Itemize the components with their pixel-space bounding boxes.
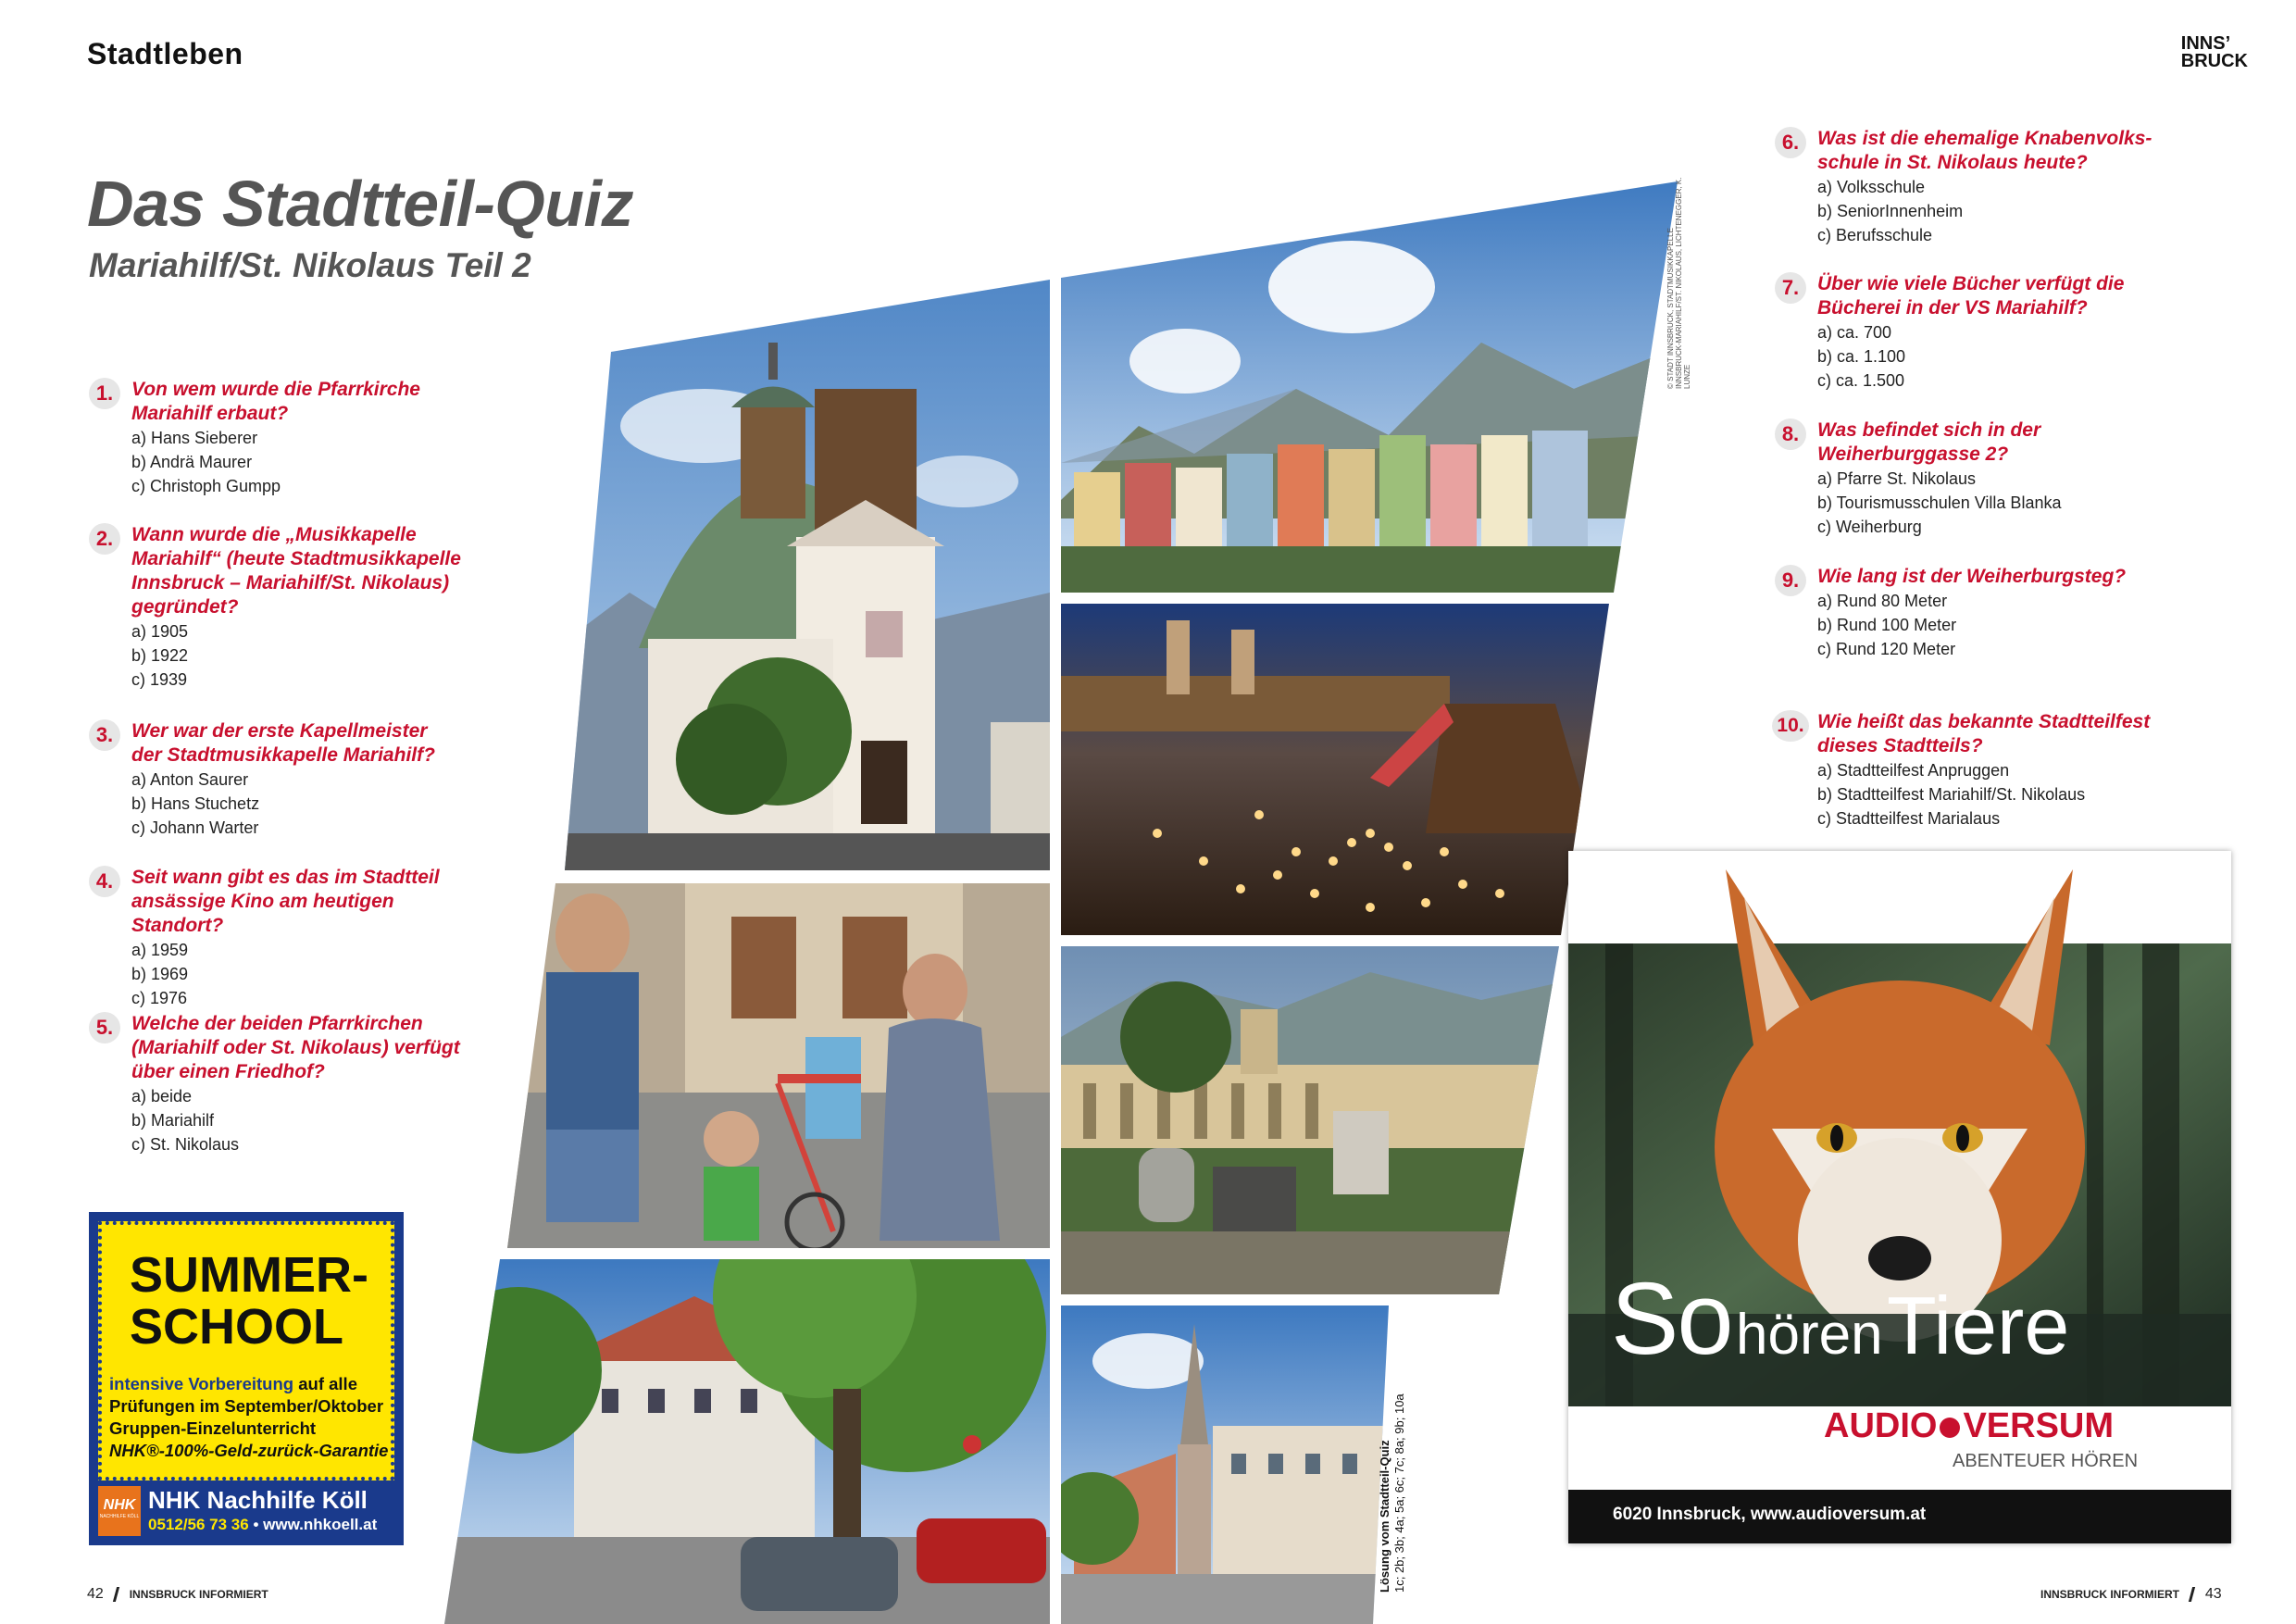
question-text-line: Über wie viele Bücher verfügt die	[1817, 273, 2125, 294]
answer-option: c) ca. 1.500	[1817, 371, 1905, 390]
quiz-solution	[1378, 1333, 1407, 1593]
publication-name-left: INNSBRUCK INFORMIERT	[129, 1588, 268, 1601]
question-number-badge: 4.	[89, 866, 120, 897]
audioversum-slogan	[1611, 1260, 2069, 1378]
question-text-line: Bücherei in der VS Mariahilf?	[1817, 297, 2088, 319]
answer-option: a) Anton Saurer	[131, 770, 249, 789]
nhk-line-1-rest: auf alle	[293, 1374, 357, 1393]
answer-option: c) 1939	[131, 670, 188, 689]
question-text-line: Wann wurde die „Musikkapelle	[131, 524, 417, 545]
photo-church-mariahilf	[555, 269, 1055, 880]
question-text-line: Mariahilf“ (heute Stadtmusikkapelle	[131, 548, 461, 569]
audioversum-footer-bar	[1568, 1490, 2231, 1543]
question-text-line: über einen Friedhof?	[131, 1061, 325, 1082]
page-number-right: 43	[2204, 1586, 2222, 1602]
question-text-line: gegründet?	[131, 596, 239, 618]
answer-option: c) St. Nikolaus	[131, 1135, 240, 1154]
quiz-question	[89, 719, 487, 840]
slogan-hoeren: hören	[1736, 1303, 1883, 1367]
photo-cemetery	[1055, 946, 1574, 1298]
nhk-logo-subtext: NACHHILFE KÖLL	[99, 1514, 140, 1519]
question-text-line: Von wem wurde die Pfarrkirche	[131, 379, 420, 400]
answer-option: c) Rund 120 Meter	[1817, 640, 1956, 658]
audioversum-footer-text[interactable]: 6020 Innsbruck, www.audioversum.at	[1613, 1505, 1927, 1524]
answer-option: a) 1905	[131, 622, 189, 641]
quiz-question	[89, 378, 487, 498]
answer-option: b) Andrä Maurer	[131, 453, 253, 471]
question-number-badge: 8.	[1775, 418, 1806, 450]
nhk-line-2: Prüfungen im September/Oktober	[109, 1396, 384, 1416]
quiz-question	[89, 1012, 487, 1156]
answer-option: b) Rund 100 Meter	[1817, 616, 1957, 634]
quiz-question	[89, 523, 487, 692]
nhk-headline-line-1: SUMMER-	[130, 1247, 368, 1303]
question-text-line: Was befindet sich in der	[1817, 419, 2041, 441]
nhk-web[interactable]: • www.nhkoell.at	[253, 1516, 378, 1533]
answer-option: b) SeniorInnenheim	[1817, 202, 1964, 220]
answer-option: b) 1969	[131, 965, 189, 983]
slogan-tiere: Tiere	[1887, 1280, 2070, 1371]
quiz-question	[1775, 418, 2173, 539]
answer-option: c) Berufsschule	[1817, 226, 1933, 244]
question-text-line: der Stadtmusikkapelle Mariahilf?	[131, 744, 435, 766]
nhk-ad-yellow-panel	[98, 1221, 394, 1480]
answer-option: a) Volksschule	[1817, 178, 1926, 196]
answer-option: b) ca. 1.100	[1817, 347, 1906, 366]
nhk-headline	[130, 1249, 368, 1353]
photo-colourful-houses-inn	[1055, 176, 1685, 602]
question-text-line: Weiherburggasse 2?	[1817, 443, 2009, 465]
answer-option: b) Stadtteilfest Mariahilf/St. Nikolaus	[1817, 785, 2086, 804]
answer-option: b) Hans Stuchetz	[131, 794, 260, 813]
question-text-line: Was ist die ehemalige Knabenvolks-	[1817, 128, 2152, 149]
answer-option: c) 1976	[131, 989, 188, 1007]
question-text-line: dieses Stadtteils?	[1817, 735, 1983, 756]
quiz-question	[1775, 565, 2173, 661]
nhk-headline-line-2: SCHOOL	[130, 1299, 344, 1355]
answer-option: b) Mariahilf	[131, 1111, 215, 1130]
question-text-line: Seit wann gibt es das im Stadtteil	[131, 867, 440, 888]
nhk-phone: 0512/56 73 36	[148, 1516, 249, 1533]
question-number-badge: 1.	[89, 378, 120, 409]
footer-divider	[113, 1587, 119, 1602]
brand-audio: AUDIO	[1824, 1406, 1938, 1445]
quiz-question	[1775, 127, 2173, 247]
question-text-line: (Mariahilf oder St. Nikolaus) verfügt	[131, 1037, 460, 1058]
photo-credit	[1666, 167, 1691, 389]
audioversum-ad[interactable]	[1568, 851, 2231, 1543]
answer-option: a) 1959	[131, 941, 189, 959]
question-text-line: schule in St. Nikolaus heute?	[1817, 152, 2088, 173]
photo-street-trees	[435, 1194, 1065, 1624]
section-label: Stadtleben	[87, 37, 243, 70]
answer-option: b) Tourismusschulen Villa Blanka	[1817, 493, 2062, 512]
solution-heading: Lösung vom Stadtteil-Quiz	[1378, 1440, 1391, 1593]
nhk-logo	[98, 1486, 141, 1536]
photo-candles-night	[1055, 604, 1620, 937]
logo-line-2: BRUCK	[2180, 51, 2248, 71]
question-number-badge: 7.	[1775, 272, 1806, 304]
answer-option: c) Weiherburg	[1817, 518, 1922, 536]
quiz-question	[89, 866, 487, 1010]
question-number-badge: 10.	[1772, 710, 1809, 742]
answer-option: c) Christoph Gumpp	[131, 477, 281, 495]
answer-option: b) 1922	[131, 646, 189, 665]
question-text-line: Wie lang ist der Weiherburgsteg?	[1817, 566, 2127, 587]
quiz-question	[1775, 272, 2173, 393]
photo-credit-line-2: INNSBRUCK-MARIAHILF/ST. NIKOLAUS, LICHTENEGGER, K. LUNZE	[1675, 177, 1691, 389]
question-number-badge: 9.	[1775, 565, 1806, 596]
brand-dot-icon	[1940, 1418, 1960, 1438]
answer-option: a) Pfarre St. Nikolaus	[1817, 469, 1977, 488]
quiz-question	[1775, 710, 2173, 831]
photo-credit-line-1: © STADT INNSBRUCK, STADTMUSIKKAPELLE	[1666, 228, 1675, 389]
solution-text: 1c; 2b; 3b; 4a; 5a; 6c; 7c; 8a; 9b; 10a	[1392, 1393, 1406, 1593]
publication-name-right: INNSBRUCK INFORMIERT	[2040, 1588, 2179, 1601]
answer-option: a) Stadtteilfest Anpruggen	[1817, 761, 2010, 780]
question-text-line: Mariahilf erbaut?	[131, 403, 289, 424]
nhk-name: NHK Nachhilfe Köll	[148, 1486, 368, 1514]
footer-left	[87, 1586, 268, 1603]
audioversum-brand	[1824, 1406, 2114, 1446]
question-number-badge: 6.	[1775, 127, 1806, 158]
nhk-line-3: Gruppen-Einzelunterricht	[109, 1418, 317, 1438]
answer-option: c) Stadtteilfest Marialaus	[1817, 809, 2001, 828]
nhk-line-1-bold: intensive Vorbereitung	[109, 1374, 294, 1393]
answer-option: a) ca. 700	[1817, 323, 1892, 342]
question-number-badge: 3.	[89, 719, 120, 751]
answer-option: a) Hans Sieberer	[131, 429, 258, 447]
question-number-badge: 5.	[89, 1012, 120, 1043]
question-number-badge: 2.	[89, 523, 120, 555]
answer-option: a) beide	[131, 1087, 193, 1106]
slogan-so: So	[1611, 1262, 1732, 1376]
question-text-line: Wer war der erste Kapellmeister	[131, 720, 428, 742]
audioversum-tagline: ABENTEUER HÖREN	[1953, 1451, 2139, 1471]
footer-right	[2040, 1586, 2222, 1603]
nhk-logo-text: NHK	[103, 1497, 136, 1513]
nhk-summer-school-ad[interactable]	[89, 1212, 404, 1545]
page-subtitle: Mariahilf/St. Nikolaus Teil 2	[89, 246, 531, 284]
photo-church-st-nikolaus	[1046, 1305, 1398, 1624]
nhk-body	[109, 1373, 391, 1462]
question-text-line: ansässige Kino am heutigen Standort?	[131, 891, 394, 936]
answer-option: a) Rund 80 Meter	[1817, 592, 1948, 610]
question-text-line: Wie heißt das bekannte Stadtteilfest	[1817, 711, 2151, 732]
page-title: Das Stadtteil-Quiz	[87, 168, 633, 240]
answer-option: c) Johann Warter	[131, 818, 259, 837]
nhk-line-4: NHK®-100%-Geld-zurück-Garantie	[109, 1441, 389, 1460]
question-text-line: Innsbruck – Mariahilf/St. Nikolaus)	[131, 572, 450, 593]
question-text-line: Welche der beiden Pfarrkirchen	[131, 1013, 423, 1034]
brand-versum: VERSUM	[1963, 1406, 2115, 1445]
photo-street-music-children	[500, 883, 1055, 1254]
nhk-contact	[148, 1516, 377, 1534]
footer-divider	[2189, 1587, 2195, 1602]
page-number-left: 42	[87, 1586, 104, 1602]
logo-line-1: INNS’	[2180, 33, 2231, 54]
